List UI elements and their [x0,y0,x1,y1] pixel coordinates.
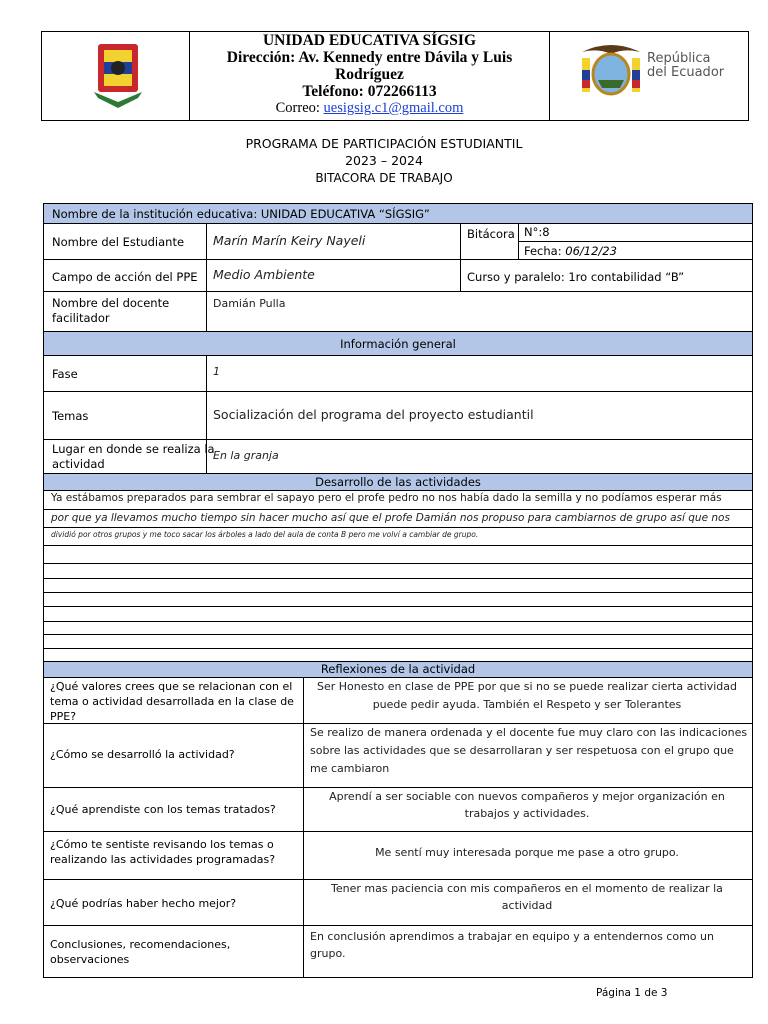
question-conclusions-line1: Conclusiones, recomendaciones, [50,938,231,951]
development-header [43,473,753,490]
reflection-row-development [43,723,753,787]
student-name-value: Marín Marín Keiry Nayeli [213,233,366,248]
place-label-line1: Lugar en donde se realiza la [52,442,215,456]
topics-value: Socialización del programa del proyecto estudiantil [213,407,534,422]
school-info [190,32,549,117]
school-crest-icon [42,32,189,120]
school-email-link[interactable]: uesigsig.c1@gmail.com [323,100,464,116]
date-label: Fecha: [524,244,566,258]
institution-label: Nombre de la institución educativa: UNIDAD EDUCATIVA “SÍGSIG” [52,207,430,221]
institution-row [43,203,753,223]
field-label: Campo de acción del PPE [52,270,198,284]
email-label: Correo: [275,100,324,116]
answer-development-line2: sobre las actividades que se desarrollaran y ser respetuosa con el grupo que [310,744,734,757]
question-feelings-line2: realizando las actividades programadas? [50,853,276,866]
page-number: Página 1 de 3 [596,987,668,999]
answer-improve [306,880,748,914]
answer-conclusions-line2: grupo. [310,947,346,960]
question-values-line3: PPE? [50,710,77,723]
program-title: PROGRAMA DE PARTICIPACIÓN ESTUDIANTIL [245,136,523,151]
development-line-1: Ya estábamos preparados para sembrar el sapayo pero el profe pedro no nos había dado la semilla y no podíamos esperar más [51,492,722,504]
answer-values [306,678,748,714]
republic-logo-cell [549,32,748,120]
school-address: Dirección: Av. Kennedy entre Dávila y Luis [226,49,513,66]
answer-values-line1: Ser Honesto en clase de PPE por que si no se puede realizar cierta actividad [316,680,738,693]
place-label [52,442,215,472]
answer-improve-line1: Tener mas paciencia con mis compañeros en el momento de realizar la [331,882,723,895]
reflection-row-improve [43,879,753,925]
development-line-3: dividió por otros grupos y me toco sacar los árboles a lado del aula de conta B pero me volví a cambiar de grupo. [51,530,479,539]
republic-line-2: del Ecuador [647,65,725,80]
teacher-label-line1: Nombre del docente [52,296,170,310]
answer-improve-line2: actividad [501,899,553,912]
question-improve: ¿Qué podrías haber hecho mejor? [50,897,237,910]
question-values-line1: ¿Qué valores crees que se relacionan con el [50,680,293,693]
question-feelings-line1: ¿Cómo te sentiste revisando los temas o [50,838,274,851]
place-value: En la granja [213,449,279,462]
log-number: N°:8 [524,225,550,239]
student-label: Nombre del Estudiante [52,235,185,249]
phase-value: 1 [213,365,220,378]
development-body [43,490,753,661]
field-row [43,259,753,291]
place-row [43,439,753,473]
phase-label: Fase [52,367,78,381]
school-name: UNIDAD EDUCATIVA SÍGSIG [262,32,477,49]
answer-learned-line2: trabajos y actividades. [464,807,590,820]
date-value: 06/12/23 [565,244,617,258]
answer-development-line3: me cambiaron [310,762,390,775]
reflection-row-learned [43,787,753,831]
question-values [50,679,294,724]
school-address-2: Rodríguez [335,66,404,83]
reflection-row-conclusions [43,925,753,978]
answer-values-line2: puede pedir ayuda. También el Respeto y ser Tolerantes [372,698,682,711]
topics-row [43,391,753,439]
school-email-row [190,100,549,117]
development-title: Desarrollo de las actividades [315,475,481,489]
question-conclusions-line2: observaciones [50,953,130,966]
teacher-label [52,296,169,326]
teacher-row [43,291,753,331]
teacher-value: Damián Pulla [213,297,286,310]
question-feelings [50,837,275,867]
question-learned: ¿Qué aprendiste con los temas tratados? [50,803,276,816]
place-label-line2: actividad [52,457,105,471]
answer-conclusions [310,928,714,962]
ecuador-coat-of-arms-icon [578,42,644,98]
republic-line-1: República [647,51,711,66]
reflections-header [43,661,753,677]
phase-row [43,355,753,391]
log-label: Bitácora [467,227,515,241]
question-development: ¿Cómo se desarrolló la actividad? [50,748,235,761]
general-info-header [43,331,753,355]
log-title: BITACORA DE TRABAJO [315,171,453,185]
answer-feelings: Me sentí muy interesada porque me pase a otro grupo. [375,846,679,859]
date-row [524,244,617,258]
course-label: Curso y paralelo: 1ro contabilidad “B” [467,270,685,284]
student-row [43,223,753,259]
teacher-label-line2: facilitador [52,311,110,325]
field-value: Medio Ambiente [213,267,315,282]
answer-conclusions-line1: En conclusión aprendimos a trabajar en equipo y a entendernos como un [310,930,714,943]
letterhead [41,31,749,121]
reflection-row-values [43,677,753,723]
school-logo-cell [42,32,190,120]
general-info-title: Información general [340,337,456,351]
answer-development [310,724,747,778]
answer-learned-line1: Aprendí a ser sociable con nuevos compañeros y mejor organización en [329,790,725,803]
answer-learned [306,788,748,822]
program-years: 2023 – 2024 [345,153,423,168]
development-line-2: por que ya llevamos mucho tiempo sin hacer mucho así que el profe Damián nos propuso para cambiarnos de grupo así que nos [51,512,730,524]
question-values-line2: tema o actividad desarrollada en la clase de [50,695,294,708]
reflection-row-feelings [43,831,753,879]
answer-development-line1: Se realizo de manera ordenada y el docente fue muy claro con las indicaciones [310,726,748,739]
topics-label: Temas [52,409,89,423]
reflections-title: Reflexiones de la actividad [320,662,476,676]
school-phone: Teléfono: 072266113 [302,83,437,100]
question-conclusions [50,937,230,967]
